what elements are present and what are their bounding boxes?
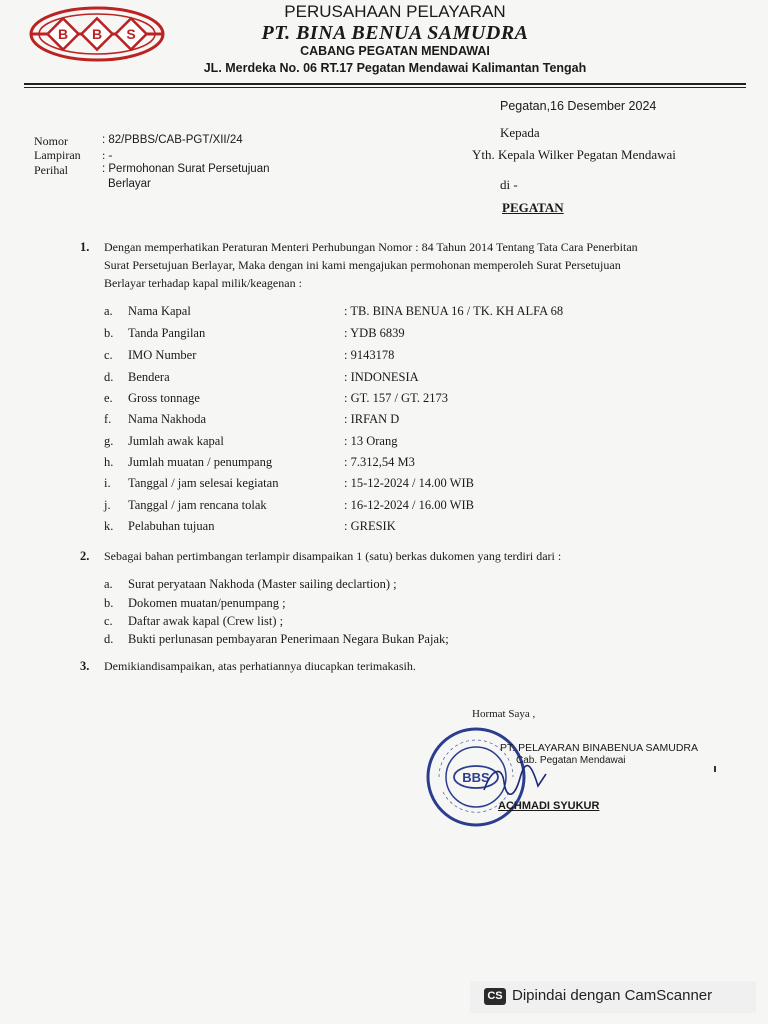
detail-value: : TB. BINA BENUA 16 / TK. KH ALFA 68	[344, 304, 564, 318]
stamp-text: BBS	[462, 770, 490, 785]
attachment-item: Daftar awak kapal (Crew list) ;	[128, 614, 284, 628]
detail-label: Jumlah awak kapal	[128, 434, 224, 448]
attachment-letter: d.	[104, 632, 114, 646]
detail-letter: c.	[104, 348, 113, 362]
detail-value: : 13 Orang	[344, 434, 398, 448]
scan-speck	[714, 766, 716, 772]
signature-hormat: Hormat Saya ,	[472, 708, 536, 720]
detail-label: IMO Number	[128, 348, 197, 362]
scanner-text: Dipindai dengan CamScanner	[512, 987, 713, 1004]
detail-value: : 7.312,54 M3	[344, 455, 415, 469]
detail-letter: b.	[104, 326, 114, 340]
detail-label: Tanggal / jam selesai kegiatan	[128, 476, 279, 490]
header-rule-thin	[24, 87, 746, 88]
detail-value: : 15-12-2024 / 14.00 WIB	[344, 476, 474, 490]
detail-label: Jumlah muatan / penumpang	[128, 455, 273, 469]
para1-line3: Berlayar terhadap kapal milik/keagenan :	[104, 276, 302, 290]
para3-number: 3.	[80, 659, 90, 673]
nomor-label: Nomor	[34, 134, 68, 148]
para2-number: 2.	[80, 549, 90, 563]
detail-letter: e.	[104, 391, 113, 405]
perihal-value-2: Berlayar	[108, 178, 151, 190]
camscanner-icon: CS	[484, 988, 506, 1005]
company-type: PERUSAHAAN PELAYARAN	[284, 2, 506, 21]
signature-name: ACHMADI SYUKUR	[498, 800, 600, 812]
para1-line1: Dengan memperhatikan Peraturan Menteri Perhubungan Nomor : 84 Tahun 2014 Tentang Tata Cara Penerbitan	[104, 240, 638, 254]
nomor-value: : 82/PBBS/CAB-PGT/XII/24	[102, 134, 243, 146]
attachment-letter: c.	[104, 614, 113, 628]
detail-value: : INDONESIA	[344, 370, 419, 384]
recipient-di: di -	[500, 177, 518, 192]
header-rule	[24, 83, 746, 85]
handwritten-signature	[480, 760, 550, 805]
detail-label: Tanda Pangilan	[128, 326, 206, 340]
attachment-item: Dokomen muatan/penumpang ;	[128, 596, 286, 610]
signature-branch: Cab. Pegatan Mendawai	[516, 755, 626, 766]
recipient-yth: Yth. Kepala Wilker Pegatan Mendawai	[472, 147, 676, 162]
detail-letter: g.	[104, 434, 114, 448]
detail-letter: d.	[104, 370, 114, 384]
detail-letter: j.	[104, 498, 111, 512]
detail-value: : GRESIK	[344, 519, 396, 533]
recipient-kepada: Kepada	[500, 125, 540, 140]
svg-text:B: B	[57, 26, 69, 42]
lampiran-value: : -	[102, 148, 113, 162]
detail-label: Pelabuhan tujuan	[128, 519, 215, 533]
perihal-label: Perihal	[34, 163, 68, 177]
detail-letter: f.	[104, 412, 112, 426]
lampiran-label: Lampiran	[34, 148, 81, 162]
signature-company: PT. PELAYARAN BINABENUA SAMUDRA	[500, 742, 698, 754]
detail-letter: k.	[104, 519, 114, 533]
detail-value: : IRFAN D	[344, 412, 400, 426]
attachment-item: Bukti perlunasan pembayaran Penerimaan Negara Bukan Pajak;	[128, 632, 449, 646]
svg-text:B: B	[91, 26, 103, 42]
attachment-letter: a.	[104, 577, 113, 591]
recipient-place: PEGATAN	[502, 200, 564, 215]
detail-label: Nama Kapal	[128, 304, 191, 318]
place-date: Pegatan,16 Desember 2024	[500, 99, 657, 113]
detail-label: Nama Nakhoda	[128, 412, 207, 426]
detail-label: Bendera	[128, 370, 170, 384]
detail-value: : GT. 157 / GT. 2173	[344, 391, 449, 405]
detail-label: Tanggal / jam rencana tolak	[128, 498, 267, 512]
para2-text: Sebagai bahan pertimbangan terlampir disampaikan 1 (satu) berkas dukomen yang terdiri dari :	[104, 549, 562, 563]
company-address: JL. Merdeka No. 06 RT.17 Pegatan Mendawai Kalimantan Tengah	[203, 61, 587, 75]
attachment-letter: b.	[104, 596, 114, 610]
detail-letter: i.	[104, 476, 111, 490]
detail-value: : 16-12-2024 / 16.00 WIB	[344, 498, 474, 512]
svg-text:S: S	[126, 26, 136, 42]
detail-letter: a.	[104, 304, 113, 318]
detail-label: Gross tonnage	[128, 391, 200, 405]
company-branch: CABANG PEGATAN MENDAWAI	[300, 44, 490, 58]
detail-value: : YDB 6839	[344, 326, 405, 340]
para1-number: 1.	[80, 240, 90, 254]
company-name: PT. BINA BENUA SAMUDRA	[261, 22, 529, 44]
perihal-value: : Permohonan Surat Persetujuan	[102, 163, 270, 175]
company-logo	[28, 5, 166, 63]
para1-line2: Surat Persetujuan Berlayar, Maka dengan ini kami mengajukan permohonan memperoleh Surat Persetujuan	[104, 258, 621, 272]
attachment-item: Surat peryataan Nakhoda (Master sailing declartion) ;	[128, 577, 397, 591]
detail-letter: h.	[104, 455, 114, 469]
para3-text: Demikiandisampaikan, atas perhatiannya diucapkan terimakasih.	[104, 659, 416, 673]
detail-value: : 9143178	[344, 348, 395, 362]
